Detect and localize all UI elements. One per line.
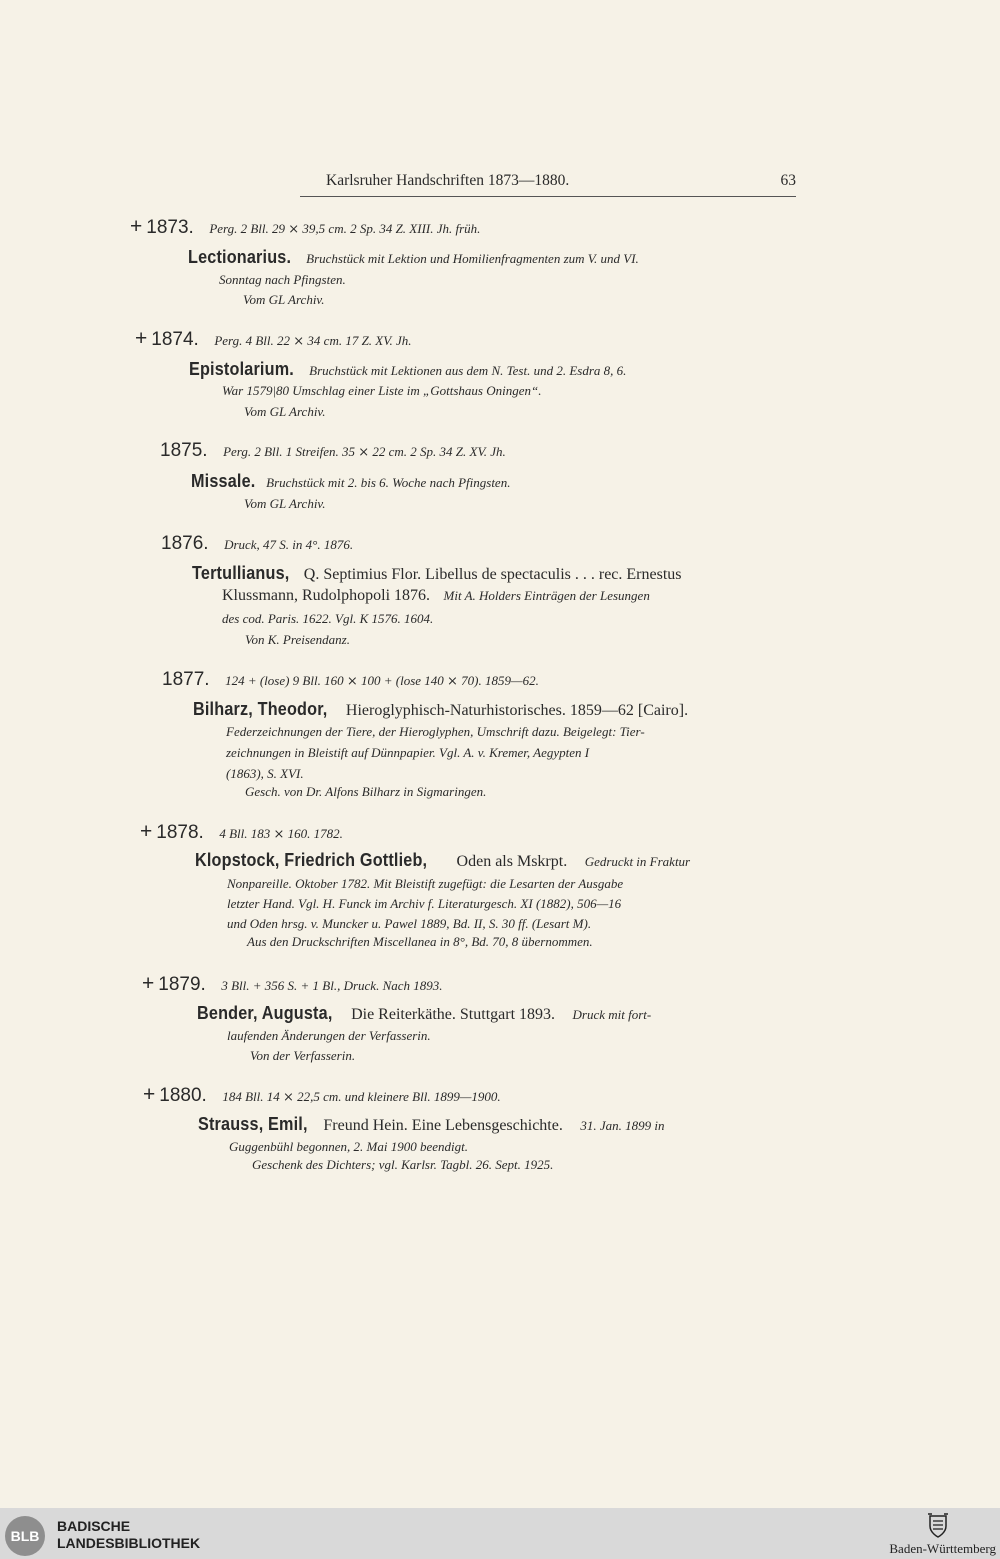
- entry-desc-line: Nonpareille. Oktober 1782. Mit Bleistift zugefügt: die Lesarten der Ausgabe: [227, 876, 624, 891]
- document-page: Karlsruher Handschriften 1873—1880. 63 + 1873. Perg. 2 Bll. 29 ⨯ 39,5 cm. 2 Sp. 34 Z. XIII. Jh. früh. Lectionarius. Bruchstück mit Lektion und Homilienfragmenten zum V. und VI. Sonntag nach Pfingsten. Vom GL Archiv. + 1874. Perg. 4 Bll. 22 ⨯ 34 cm. 17 Z. XV. Jh. Epistolarium. Bruchstück mit Lektionen aus dem N. Test. und 2. Esdra 8, 6. War 1579|80 Umschlag einer Liste im „Gottshaus Oningen“. Vom GL Archiv. 1875. Perg. 2 Bll. 1 Streifen. 35 ⨯ 22 cm. 2 Sp. 34 Z. XV. Jh. Missale. Bruchstück mit 2. bis 6. Woche nach Pfingsten. Vom GL Archiv. 1876. Druck, 47 S. in 4°. 1876. Tertullianus, Q. Septimius Flor. Libellus de spectaculis . . . rec. Ernestus Klussmann, Rudolphopoli 1876. Mit A. Holders Einträgen der Lesungen des cod. Paris. 1622. Vgl. K 1576. 1604. Von K. Preisendanz. 1877. 124 + (lose) 9 Bll. 160 ⨯ 100 + (lose 140 ⨯ 70). 1859—62. Bilharz, Theodor, Hieroglyphisch-Naturhistorisches. 1859—62 [Cairo]. Federzeichnungen der Tiere, der Hieroglyphen, Umschrift dazu. Beigelegt: Tier- zeichnungen in Bleistift auf Dünnpapier. Vgl. A. v. Kremer, Aegypten I (1863), S. XVI. Gesch. von Dr. Alfons Bilharz in Sigmaringen. + 1878. 4 Bll. 183 ⨯ 160. 1782. Klopstock, Friedrich Gottlieb, Oden als Mskrpt. Gedruckt in Fraktur Nonpareille. Oktober 1782. Mit Bleistift zugefügt: die Lesarten der Ausgabe letzter Hand. Vgl. H. Funck im Archiv f. Literaturgesch. XI (1882), 506—16 und Oden hrsg. v. Muncker u. Pawel 1889, Bd. II, S. 30 ff. (Lesart M). Aus den Druckschriften Miscellanea in 8°, Bd. 70, 8 übernommen. + 1879. 3 Bll. + 356 S. + 1 Bl., Druck. Nach 1893. Bender, Augusta, Die Reiterkäthe. Stuttgart 1893. Druck mit fort- laufenden Änderungen der Verfasserin. Von der Verfasserin. + 1880. 184 Bll. 14 ⨯ 22,5 cm. und kleinere Bll. 1899—1900. Strauss, Emil, Freund Hein. Eine Lebensgeschichte. 31. Jan. 1899 in Guggenbühl begonnen, 2. Mai 1900 beendigt. Geschenk des Dichters; vgl. Karlsr. Tagbl. 26. Sept. 1925.: [0, 0, 1000, 1508]
- plus-marker: +: [130, 215, 143, 238]
- entry-heading: Missale.: [191, 471, 256, 491]
- entry-provenance: Geschenk des Dichters; vgl. Karlsr. Tagbl. 26. Sept. 1925.: [252, 1157, 554, 1172]
- entry-title-text: Freund Hein. Eine Lebensgeschichte.: [323, 1117, 563, 1134]
- entry-meta: 4 Bll. 183 ⨯ 160. 1782.: [219, 826, 343, 841]
- entry-desc-line: Mit A. Holders Einträgen der Lesungen: [443, 588, 650, 603]
- entry-desc-line: (1863), S. XVI.: [226, 766, 304, 781]
- entry-number: 1879: [158, 974, 201, 995]
- entry-desc-line: und Oden hrsg. v. Muncker u. Pawel 1889, Bd. II, S. 30 ff. (Lesart M).: [227, 916, 592, 931]
- entry-desc-line: Bruchstück mit Lektion und Homilienfragmenten zum V. und VI.: [306, 251, 639, 266]
- library-name-line1: BADISCHE: [57, 1518, 131, 1534]
- entry-meta: 124 + (lose) 9 Bll. 160 ⨯ 100 + (lose 140 ⨯ 70). 1859—62.: [225, 673, 539, 688]
- running-head: [300, 170, 796, 197]
- entry-title-text: Hieroglyphisch-Naturhistorisches. 1859—62 [Cairo].: [345, 702, 689, 719]
- page-number: 63: [780, 172, 796, 189]
- entry-heading: Epistolarium.: [189, 359, 294, 379]
- entry-heading: Tertullianus,: [192, 563, 290, 583]
- entry-title-text: Die Reiterkäthe. Stuttgart 1893.: [351, 1006, 556, 1023]
- entry-desc-line: 31. Jan. 1899 in: [580, 1118, 665, 1133]
- entry-desc-line: des cod. Paris. 1622. Vgl. K 1576. 1604.: [222, 611, 434, 626]
- entry-provenance: Vom GL Archiv.: [244, 404, 326, 419]
- entry-provenance: Vom GL Archiv.: [244, 496, 326, 511]
- entry-meta: Perg. 2 Bll. 29 ⨯ 39,5 cm. 2 Sp. 34 Z. XIII. Jh. früh.: [209, 221, 481, 236]
- entry-desc-line: Bruchstück mit Lektionen aus dem N. Test. und 2. Esdra 8, 6.: [309, 363, 627, 378]
- entry-provenance: Von K. Preisendanz.: [245, 632, 350, 647]
- plus-marker: +: [142, 972, 155, 995]
- entry-desc-line: laufenden Änderungen der Verfasserin.: [227, 1028, 431, 1043]
- entry-number: 1874: [151, 329, 194, 350]
- entry-heading: Klopstock, Friedrich Gottlieb,: [195, 850, 428, 870]
- entry-meta: 184 Bll. 14 ⨯ 22,5 cm. und kleinere Bll. 1899—1900.: [222, 1089, 501, 1104]
- entry-desc-line: Federzeichnungen der Tiere, der Hieroglyphen, Umschrift dazu. Beigelegt: Tier-: [226, 724, 645, 739]
- entry-heading: Bender, Augusta,: [197, 1003, 333, 1023]
- entry-provenance: Vom GL Archiv.: [243, 292, 325, 307]
- entry-title-text: Q. Septimius Flor. Libellus de spectaculis . . . rec. Ernestus: [303, 566, 682, 583]
- library-footer: [0, 1508, 1000, 1559]
- entry-title-text: Oden als Mskrpt.: [456, 853, 568, 870]
- entry-desc-line: Sonntag nach Pfingsten.: [219, 272, 346, 287]
- entry-provenance: Gesch. von Dr. Alfons Bilharz in Sigmaringen.: [245, 784, 487, 799]
- coat-of-arms-icon: [924, 1512, 952, 1540]
- entry-desc-line: letzter Hand. Vgl. H. Funck im Archiv f. Literaturgesch. XI (1882), 506—16: [227, 896, 622, 911]
- entry-heading: Bilharz, Theodor,: [193, 699, 328, 719]
- entry-desc-line: Bruchstück mit 2. bis 6. Woche nach Pfingsten.: [266, 475, 511, 490]
- library-name-line2: LANDESBIBLIOTHEK: [57, 1535, 201, 1551]
- entry-meta: Perg. 2 Bll. 1 Streifen. 35 ⨯ 22 cm. 2 Sp. 34 Z. XV. Jh.: [223, 444, 506, 459]
- entry-number: 1875: [160, 440, 203, 461]
- entry-number: 1878: [156, 822, 199, 843]
- entry-number: 1880: [159, 1085, 202, 1106]
- entry-number: 1877: [162, 669, 205, 690]
- entry-number: 1876: [161, 533, 204, 554]
- plus-marker: +: [140, 820, 153, 843]
- entry-desc-line: zeichnungen in Bleistift auf Dünnpapier. Vgl. A. v. Kremer, Aegypten I: [226, 745, 590, 760]
- entry-meta: Perg. 4 Bll. 22 ⨯ 34 cm. 17 Z. XV. Jh.: [214, 333, 412, 348]
- entry-desc-line: Guggenbühl begonnen, 2. Mai 1900 beendigt.: [229, 1139, 469, 1154]
- entry-provenance: Aus den Druckschriften Miscellanea in 8°, Bd. 70, 8 übernommen.: [247, 934, 593, 949]
- plus-marker: +: [143, 1083, 156, 1106]
- entry-heading: Lectionarius.: [188, 247, 292, 267]
- blb-logo-icon[interactable]: BLB: [5, 1516, 45, 1556]
- entry-desc-line: Druck mit fort-: [572, 1007, 652, 1022]
- entry-desc-line: Klussmann, Rudolphopoli 1876.: [222, 587, 431, 604]
- entry-number: 1873: [146, 217, 189, 238]
- entry-meta: Druck, 47 S. in 4°. 1876.: [224, 537, 354, 552]
- library-name[interactable]: [57, 1518, 200, 1552]
- entry-heading: Strauss, Emil,: [198, 1114, 308, 1134]
- state-name: Baden-Württemberg: [889, 1541, 996, 1556]
- entry-provenance: Von der Verfasserin.: [250, 1048, 356, 1063]
- running-head-title: Karlsruher Handschriften 1873—1880.: [326, 172, 570, 189]
- entry-meta: 3 Bll. + 356 S. + 1 Bl., Druck. Nach 1893.: [221, 978, 443, 993]
- entry-desc-line: War 1579|80 Umschlag einer Liste im „Gottshaus Oningen“.: [222, 383, 542, 398]
- entry-desc-line: Gedruckt in Fraktur: [584, 854, 691, 869]
- plus-marker: +: [135, 327, 148, 350]
